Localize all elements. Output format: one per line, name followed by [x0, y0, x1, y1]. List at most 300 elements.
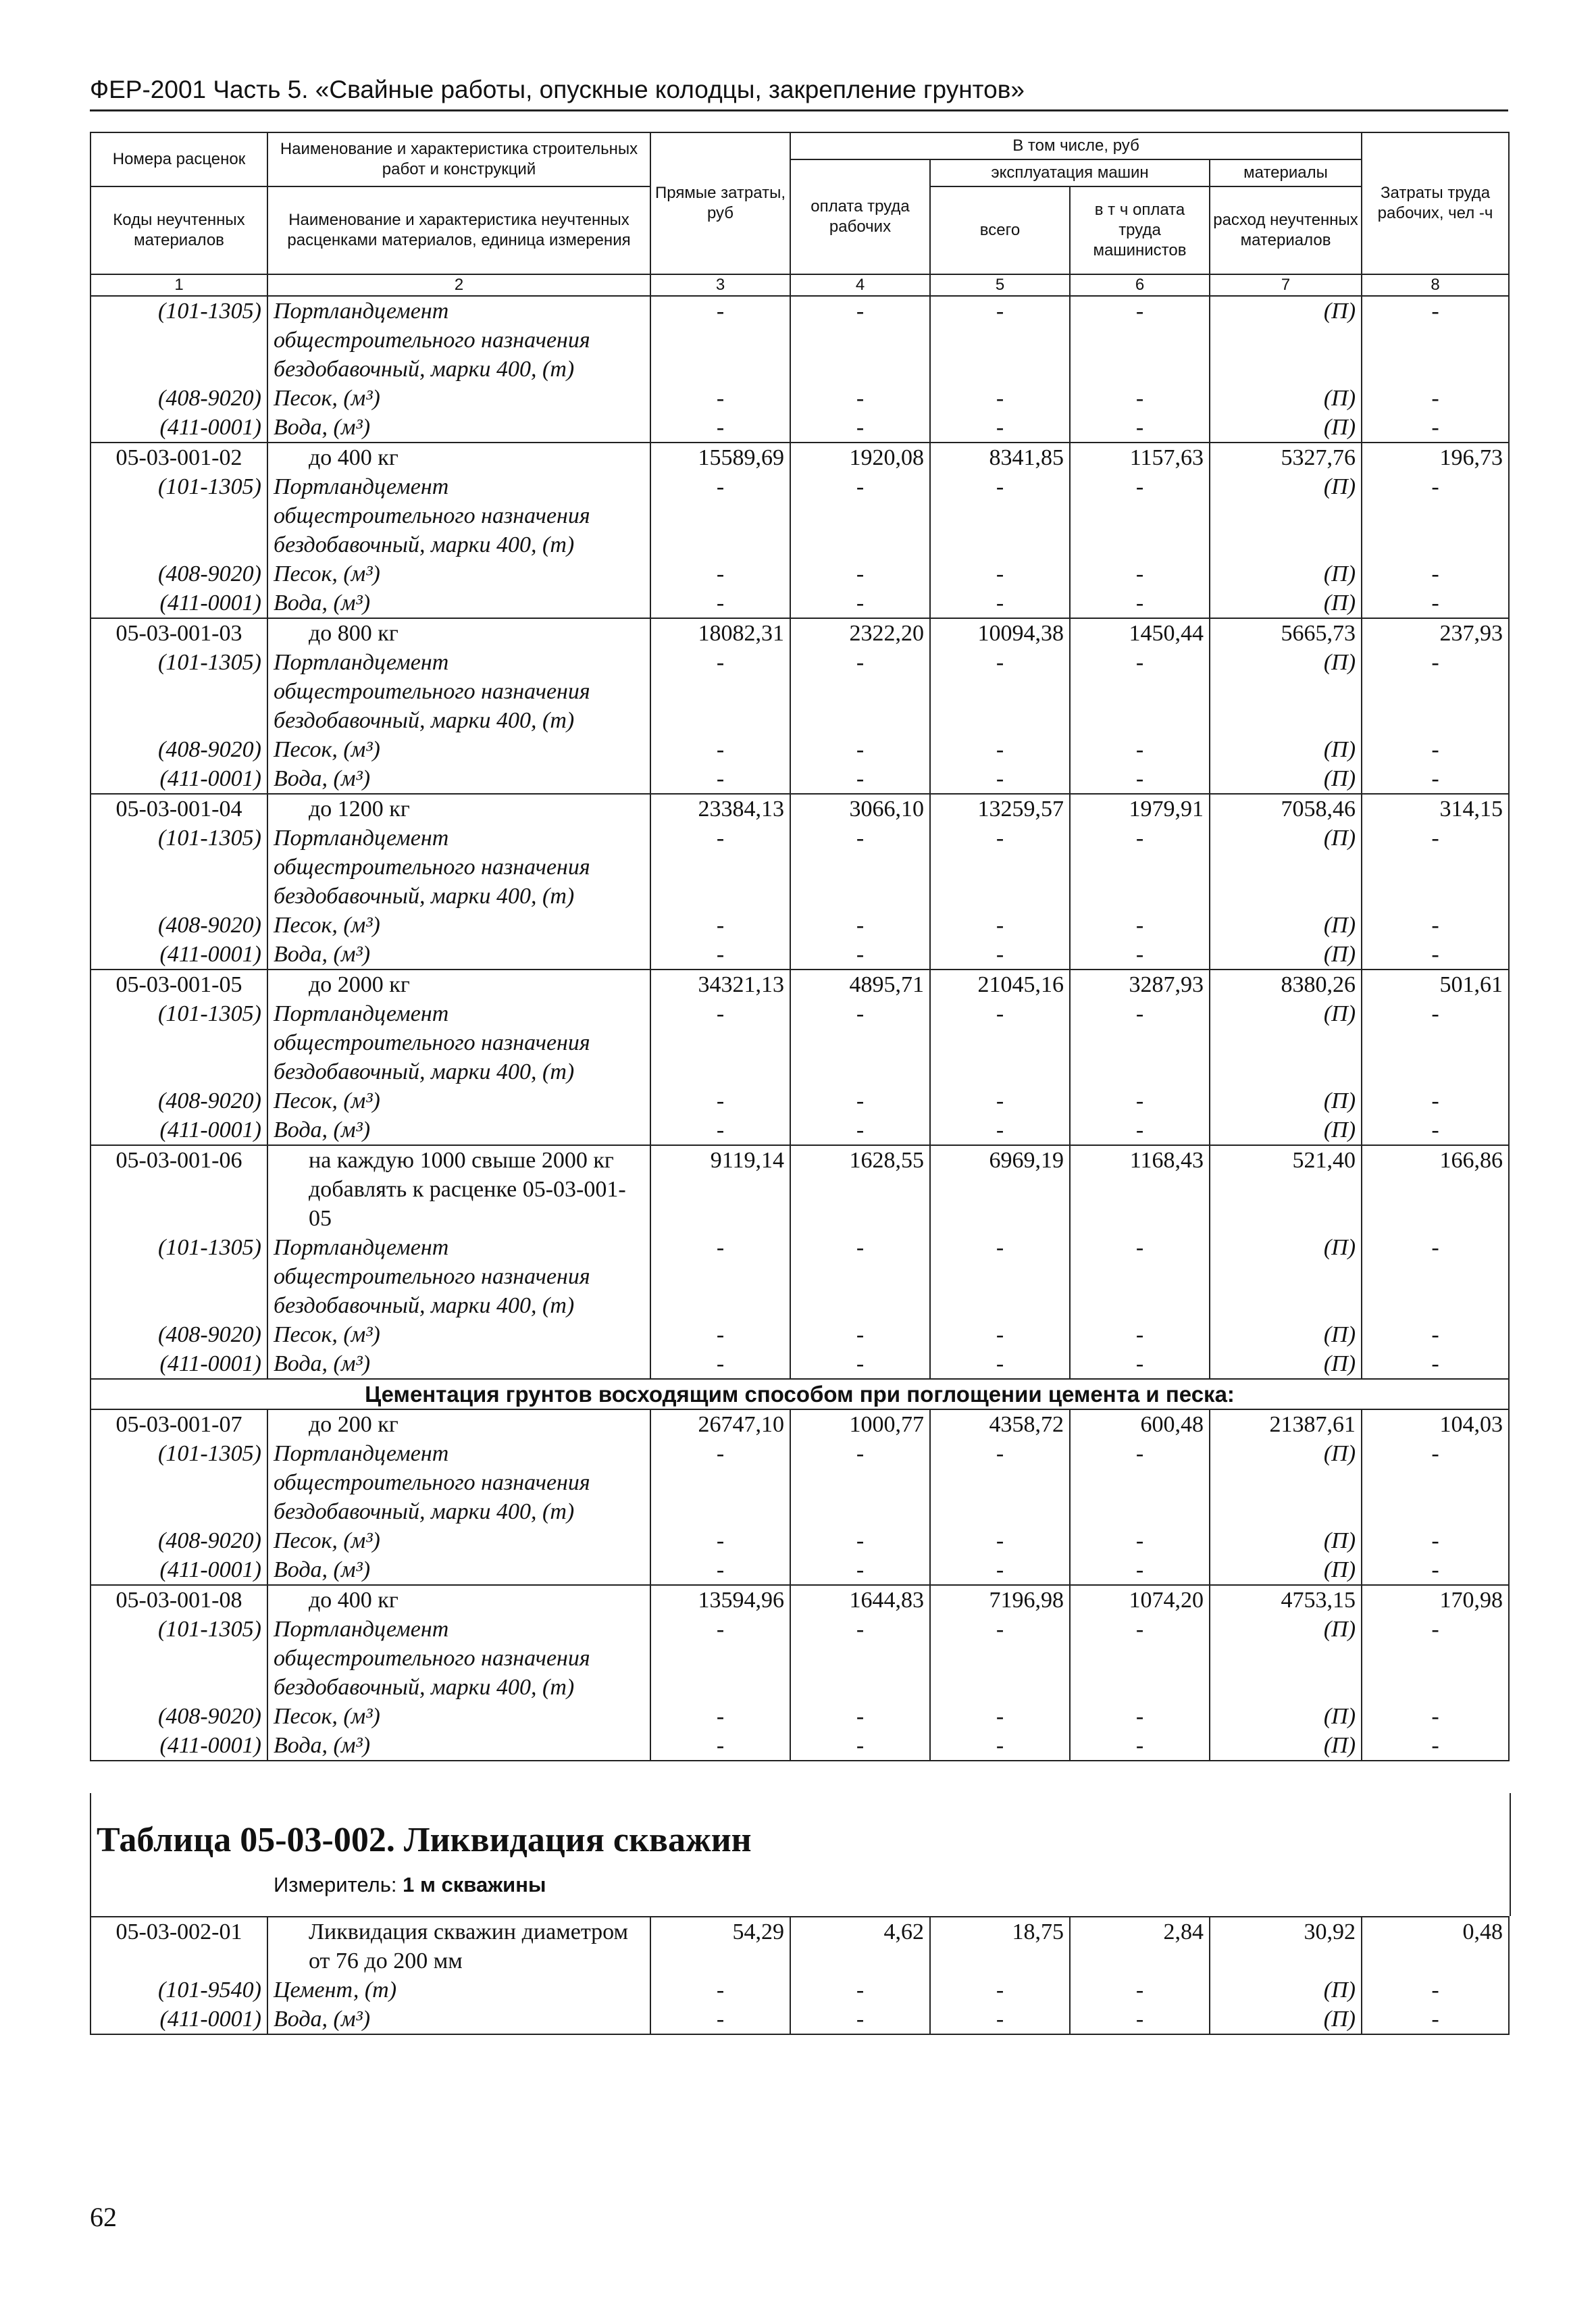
value-cell-c4: -	[790, 1976, 930, 2005]
rate-code: (101-1305)	[91, 648, 267, 735]
item-description: Портландцемент общестроительного назначения бездобавочный, марки 400, (т)	[267, 648, 650, 735]
value-cell-c6: 1979,91	[1070, 794, 1210, 824]
item-description: Вода, (м³)	[267, 764, 650, 794]
value-cell-c4: -	[790, 1526, 930, 1555]
value-cell-c6: 3287,93	[1070, 970, 1210, 999]
material-row	[91, 296, 1509, 384]
value-cell-c4: 1920,08	[790, 443, 930, 472]
table2-body	[91, 1917, 1509, 2034]
value-cell-c3: -	[650, 1976, 790, 2005]
rate-code: (408-9020)	[91, 1320, 267, 1349]
value-cell-c5: -	[930, 1115, 1070, 1145]
value-cell-c8: 196,73	[1362, 443, 1509, 472]
value-cell-c7: (П)	[1210, 648, 1362, 735]
unit-value: 1 м скважины	[403, 1873, 546, 1896]
value-cell-c8: -	[1362, 472, 1509, 559]
unit-label: Измеритель:	[274, 1873, 397, 1896]
value-cell-c7: (П)	[1210, 588, 1362, 618]
rate-code: 05-03-002-01	[91, 1917, 267, 1976]
rate-code: 05-03-001-08	[91, 1585, 267, 1615]
value-cell-c6: -	[1070, 824, 1210, 911]
value-cell-c7: (П)	[1210, 911, 1362, 940]
material-row	[91, 559, 1509, 588]
value-cell-c8: -	[1362, 1086, 1509, 1115]
item-description: Портландцемент общестроительного назначения бездобавочный, марки 400, (т)	[267, 1615, 650, 1702]
item-description: Вода, (м³)	[267, 1349, 650, 1379]
item-description: Цемент, (т)	[267, 1976, 650, 2005]
value-cell-c3: -	[650, 735, 790, 764]
column-number: 7	[1210, 274, 1362, 296]
header-materials: материалы	[1210, 159, 1362, 186]
value-cell-c6: -	[1070, 1349, 1210, 1379]
material-row	[91, 1976, 1509, 2005]
value-cell-c8: -	[1362, 2005, 1509, 2034]
value-cell-c5: 4358,72	[930, 1409, 1070, 1439]
value-cell-c7: 521,40	[1210, 1145, 1362, 1233]
value-cell-c3: -	[650, 384, 790, 413]
value-cell-c8: 0,48	[1362, 1917, 1509, 1976]
value-cell-c8: -	[1362, 1731, 1509, 1761]
material-row	[91, 1349, 1509, 1379]
value-cell-c6: -	[1070, 413, 1210, 443]
value-cell-c5: -	[930, 764, 1070, 794]
value-cell-c6: -	[1070, 940, 1210, 970]
value-cell-c3: -	[650, 1702, 790, 1731]
header-including: В том числе, руб	[790, 132, 1362, 159]
value-cell-c3: -	[650, 1555, 790, 1585]
rate-code: 05-03-001-03	[91, 618, 267, 648]
rate-code: (408-9020)	[91, 1702, 267, 1731]
value-cell-c6: -	[1070, 1976, 1210, 2005]
value-cell-c4: -	[790, 999, 930, 1086]
value-cell-c3: -	[650, 648, 790, 735]
value-cell-c8: -	[1362, 384, 1509, 413]
value-cell-c7: 4753,15	[1210, 1585, 1362, 1615]
item-description: Ликвидация скважин диаметром от 76 до 200 мм	[267, 1917, 650, 1976]
column-number: 6	[1070, 274, 1210, 296]
rate-row	[91, 1917, 1509, 1976]
value-cell-c4: -	[790, 1233, 930, 1320]
value-cell-c7: (П)	[1210, 1086, 1362, 1115]
value-cell-c6: 1450,44	[1070, 618, 1210, 648]
value-cell-c8: -	[1362, 1115, 1509, 1145]
value-cell-c3: -	[650, 1439, 790, 1526]
value-cell-c4: -	[790, 1702, 930, 1731]
value-cell-c4: 1628,55	[790, 1145, 930, 1233]
material-row	[91, 1731, 1509, 1761]
value-cell-c8: 170,98	[1362, 1585, 1509, 1615]
rate-code: (411-0001)	[91, 764, 267, 794]
value-cell-c6: -	[1070, 999, 1210, 1086]
value-cell-c8: -	[1362, 413, 1509, 443]
value-cell-c8: -	[1362, 824, 1509, 911]
value-cell-c8: -	[1362, 559, 1509, 588]
value-cell-c6: -	[1070, 735, 1210, 764]
value-cell-c4: -	[790, 911, 930, 940]
value-cell-c5: 8341,85	[930, 443, 1070, 472]
rate-code: (101-1305)	[91, 1439, 267, 1526]
value-cell-c3: -	[650, 1731, 790, 1761]
value-cell-c8: -	[1362, 735, 1509, 764]
rate-code: (411-0001)	[91, 413, 267, 443]
value-cell-c8: -	[1362, 764, 1509, 794]
value-cell-c7: (П)	[1210, 735, 1362, 764]
section-title: Цементация грунтов восходящим способом при поглощении цемента и песка:	[91, 1379, 1509, 1409]
value-cell-c4: -	[790, 1615, 930, 1702]
value-cell-c4: -	[790, 648, 930, 735]
header-machines-total: всего	[930, 186, 1070, 274]
value-cell-c7: (П)	[1210, 1731, 1362, 1761]
value-cell-c7: 5665,73	[1210, 618, 1362, 648]
rate-code: (101-1305)	[91, 999, 267, 1086]
value-cell-c8: -	[1362, 1615, 1509, 1702]
value-cell-c6: -	[1070, 1555, 1210, 1585]
value-cell-c4: -	[790, 384, 930, 413]
value-cell-c3: 54,29	[650, 1917, 790, 1976]
rate-row	[91, 794, 1509, 824]
value-cell-c3: -	[650, 999, 790, 1086]
value-cell-c5: -	[930, 648, 1070, 735]
value-cell-c6: -	[1070, 1526, 1210, 1555]
rate-code: (408-9020)	[91, 1526, 267, 1555]
value-cell-c6: -	[1070, 1320, 1210, 1349]
value-cell-c3: -	[650, 911, 790, 940]
column-number: 8	[1362, 274, 1509, 296]
value-cell-c8: 501,61	[1362, 970, 1509, 999]
value-cell-c8: -	[1362, 940, 1509, 970]
value-cell-c5: -	[930, 588, 1070, 618]
value-cell-c5: -	[930, 824, 1070, 911]
header-labor-costs: Затраты труда рабочих, чел -ч	[1362, 132, 1509, 274]
rate-code: 05-03-001-06	[91, 1145, 267, 1233]
value-cell-c5: 13259,57	[930, 794, 1070, 824]
value-cell-c6: -	[1070, 1731, 1210, 1761]
value-cell-c3: 15589,69	[650, 443, 790, 472]
value-cell-c5: -	[930, 413, 1070, 443]
material-row	[91, 2005, 1509, 2034]
value-cell-c7: (П)	[1210, 1526, 1362, 1555]
item-description: Вода, (м³)	[267, 413, 650, 443]
value-cell-c5: -	[930, 735, 1070, 764]
value-cell-c4: 3066,10	[790, 794, 930, 824]
item-description: до 400 кг	[267, 1585, 650, 1615]
value-cell-c5: -	[930, 384, 1070, 413]
value-cell-c6: -	[1070, 648, 1210, 735]
value-cell-c3: -	[650, 824, 790, 911]
well-liquidation-table	[90, 1916, 1510, 2035]
page-header: ФЕР-2001 Часть 5. «Свайные работы, опускные колодцы, закрепление грунтов»	[90, 76, 1508, 111]
column-number: 3	[650, 274, 790, 296]
column-number: 1	[91, 274, 267, 296]
value-cell-c7: (П)	[1210, 472, 1362, 559]
rate-row	[91, 618, 1509, 648]
material-row	[91, 588, 1509, 618]
value-cell-c5: -	[930, 999, 1070, 1086]
rate-code: (411-0001)	[91, 1349, 267, 1379]
value-cell-c3: -	[650, 764, 790, 794]
value-cell-c4: -	[790, 472, 930, 559]
value-cell-c6: 1157,63	[1070, 443, 1210, 472]
item-description: Вода, (м³)	[267, 1555, 650, 1585]
value-cell-c4: -	[790, 1320, 930, 1349]
item-description: Портландцемент общестроительного назначения бездобавочный, марки 400, (т)	[267, 296, 650, 384]
value-cell-c4: 2322,20	[790, 618, 930, 648]
value-cell-c4: -	[790, 1349, 930, 1379]
header-worker-pay: оплата труда рабочих	[790, 159, 930, 274]
table2-heading	[90, 1793, 1511, 1916]
rate-code: (411-0001)	[91, 1115, 267, 1145]
rate-code: (411-0001)	[91, 1555, 267, 1585]
value-cell-c3: -	[650, 559, 790, 588]
value-cell-c8: -	[1362, 911, 1509, 940]
value-cell-c3: 13594,96	[650, 1585, 790, 1615]
item-description: Песок, (м³)	[267, 384, 650, 413]
value-cell-c6: -	[1070, 472, 1210, 559]
value-cell-c7: (П)	[1210, 2005, 1362, 2034]
value-cell-c5: -	[930, 1320, 1070, 1349]
rate-row	[91, 1409, 1509, 1439]
item-description: Портландцемент общестроительного назначения бездобавочный, марки 400, (т)	[267, 472, 650, 559]
item-description: на каждую 1000 свыше 2000 кг добавлять к расценке 05-03-001-05	[267, 1145, 650, 1233]
value-cell-c3: -	[650, 1526, 790, 1555]
value-cell-c6: -	[1070, 1615, 1210, 1702]
value-cell-c3: 34321,13	[650, 970, 790, 999]
material-row	[91, 1615, 1509, 1702]
item-description: Портландцемент общестроительного назначения бездобавочный, марки 400, (т)	[267, 1233, 650, 1320]
rate-code: (411-0001)	[91, 2005, 267, 2034]
value-cell-c5: -	[930, 2005, 1070, 2034]
value-cell-c3: -	[650, 588, 790, 618]
material-row	[91, 1086, 1509, 1115]
value-cell-c6: -	[1070, 764, 1210, 794]
header-material-codes: Коды неучтенных материалов	[91, 186, 267, 274]
value-cell-c8: -	[1362, 999, 1509, 1086]
material-row	[91, 1233, 1509, 1320]
material-row	[91, 648, 1509, 735]
value-cell-c5: -	[930, 1086, 1070, 1115]
rate-code: (408-9020)	[91, 735, 267, 764]
material-row	[91, 384, 1509, 413]
rate-code: (101-1305)	[91, 472, 267, 559]
header-machinists-pay: в т ч оплата труда машинистов	[1070, 186, 1210, 274]
material-row	[91, 940, 1509, 970]
value-cell-c3: -	[650, 2005, 790, 2034]
value-cell-c3: 23384,13	[650, 794, 790, 824]
value-cell-c4: -	[790, 1115, 930, 1145]
value-cell-c6: -	[1070, 1115, 1210, 1145]
value-cell-c4: 1644,83	[790, 1585, 930, 1615]
value-cell-c7: 21387,61	[1210, 1409, 1362, 1439]
header-unaccounted-materials: расход неучтенных материалов	[1210, 186, 1362, 274]
rate-row	[91, 970, 1509, 999]
value-cell-c8: -	[1362, 1320, 1509, 1349]
item-description: Портландцемент общестроительного назначения бездобавочный, марки 400, (т)	[267, 1439, 650, 1526]
item-description: до 2000 кг	[267, 970, 650, 999]
rate-code: (101-1305)	[91, 1233, 267, 1320]
item-description: Портландцемент общестроительного назначения бездобавочный, марки 400, (т)	[267, 999, 650, 1086]
value-cell-c6: -	[1070, 1233, 1210, 1320]
value-cell-c7: (П)	[1210, 559, 1362, 588]
value-cell-c3: -	[650, 413, 790, 443]
page-number: 62	[90, 2202, 117, 2232]
value-cell-c3: -	[650, 472, 790, 559]
value-cell-c3: 18082,31	[650, 618, 790, 648]
item-description: Песок, (м³)	[267, 1320, 650, 1349]
value-cell-c7: (П)	[1210, 999, 1362, 1086]
value-cell-c6: 600,48	[1070, 1409, 1210, 1439]
rate-row	[91, 1585, 1509, 1615]
value-cell-c4: -	[790, 559, 930, 588]
material-row	[91, 824, 1509, 911]
value-cell-c7: (П)	[1210, 1115, 1362, 1145]
column-numbers-row	[91, 274, 1509, 296]
value-cell-c5: -	[930, 1526, 1070, 1555]
material-row	[91, 413, 1509, 443]
value-cell-c8: -	[1362, 296, 1509, 384]
rate-code: (101-1305)	[91, 824, 267, 911]
value-cell-c7: (П)	[1210, 1702, 1362, 1731]
table-body	[91, 296, 1509, 1761]
value-cell-c4: -	[790, 1086, 930, 1115]
value-cell-c5: -	[930, 1233, 1070, 1320]
value-cell-c8: 314,15	[1362, 794, 1509, 824]
value-cell-c4: -	[790, 940, 930, 970]
rate-code: 05-03-001-02	[91, 443, 267, 472]
item-description: Песок, (м³)	[267, 1526, 650, 1555]
rate-code: (411-0001)	[91, 588, 267, 618]
value-cell-c7: (П)	[1210, 1976, 1362, 2005]
material-row	[91, 911, 1509, 940]
column-number: 4	[790, 274, 930, 296]
value-cell-c7: (П)	[1210, 824, 1362, 911]
item-description: Вода, (м³)	[267, 588, 650, 618]
value-cell-c5: -	[930, 559, 1070, 588]
value-cell-c8: -	[1362, 588, 1509, 618]
value-cell-c5: 18,75	[930, 1917, 1070, 1976]
value-cell-c5: -	[930, 940, 1070, 970]
value-cell-c5: -	[930, 911, 1070, 940]
value-cell-c4: -	[790, 413, 930, 443]
rate-code: 05-03-001-04	[91, 794, 267, 824]
value-cell-c4: -	[790, 2005, 930, 2034]
value-cell-c4: 1000,77	[790, 1409, 930, 1439]
column-number: 2	[267, 274, 650, 296]
rate-code: (101-1305)	[91, 1615, 267, 1702]
value-cell-c4: 4895,71	[790, 970, 930, 999]
value-cell-c6: -	[1070, 588, 1210, 618]
value-cell-c8: -	[1362, 1702, 1509, 1731]
rate-code: (101-9540)	[91, 1976, 267, 2005]
header-machines: эксплуатация машин	[930, 159, 1210, 186]
value-cell-c6: 1074,20	[1070, 1585, 1210, 1615]
value-cell-c5: 7196,98	[930, 1585, 1070, 1615]
value-cell-c6: -	[1070, 2005, 1210, 2034]
rate-code: (411-0001)	[91, 940, 267, 970]
item-description: Песок, (м³)	[267, 1702, 650, 1731]
item-description: до 400 кг	[267, 443, 650, 472]
rate-row	[91, 443, 1509, 472]
table-header	[91, 132, 1509, 296]
value-cell-c7: 5327,76	[1210, 443, 1362, 472]
header-material-names: Наименование и характеристика неучтенных расценками материалов, единица измерения	[267, 186, 650, 274]
value-cell-c4: -	[790, 588, 930, 618]
item-description: Вода, (м³)	[267, 940, 650, 970]
value-cell-c7: (П)	[1210, 1439, 1362, 1526]
table2-unit	[274, 1873, 546, 1897]
value-cell-c5: -	[930, 1439, 1070, 1526]
value-cell-c5: 21045,16	[930, 970, 1070, 999]
rate-code: 05-03-001-05	[91, 970, 267, 999]
item-description: до 800 кг	[267, 618, 650, 648]
value-cell-c7: 30,92	[1210, 1917, 1362, 1976]
value-cell-c7: 8380,26	[1210, 970, 1362, 999]
item-description: до 200 кг	[267, 1409, 650, 1439]
item-description: Вода, (м³)	[267, 1731, 650, 1761]
rate-code: (101-1305)	[91, 296, 267, 384]
value-cell-c7: (П)	[1210, 1555, 1362, 1585]
value-cell-c7: (П)	[1210, 1615, 1362, 1702]
rate-code: 05-03-001-07	[91, 1409, 267, 1439]
item-description: Песок, (м³)	[267, 559, 650, 588]
value-cell-c7: (П)	[1210, 1233, 1362, 1320]
value-cell-c5: -	[930, 1555, 1070, 1585]
value-cell-c3: -	[650, 1320, 790, 1349]
value-cell-c4: -	[790, 1555, 930, 1585]
value-cell-c4: -	[790, 735, 930, 764]
value-cell-c4: -	[790, 1439, 930, 1526]
value-cell-c7: (П)	[1210, 940, 1362, 970]
material-row	[91, 764, 1509, 794]
value-cell-c8: -	[1362, 1555, 1509, 1585]
material-row	[91, 1439, 1509, 1526]
value-cell-c3: 26747,10	[650, 1409, 790, 1439]
header-direct-costs: Прямые затраты, руб	[650, 132, 790, 274]
value-cell-c6: 2,84	[1070, 1917, 1210, 1976]
value-cell-c3: -	[650, 1615, 790, 1702]
value-cell-c7: (П)	[1210, 384, 1362, 413]
value-cell-c4: -	[790, 764, 930, 794]
item-description: Песок, (м³)	[267, 1086, 650, 1115]
value-cell-c8: -	[1362, 1233, 1509, 1320]
material-row	[91, 735, 1509, 764]
value-cell-c3: -	[650, 1233, 790, 1320]
value-cell-c3: -	[650, 1349, 790, 1379]
item-description: Вода, (м³)	[267, 1115, 650, 1145]
value-cell-c5: 10094,38	[930, 618, 1070, 648]
rate-code: (408-9020)	[91, 1086, 267, 1115]
rate-code: (411-0001)	[91, 1731, 267, 1761]
rate-row	[91, 1145, 1509, 1233]
value-cell-c5: -	[930, 1702, 1070, 1731]
value-cell-c8: -	[1362, 1976, 1509, 2005]
value-cell-c6: -	[1070, 911, 1210, 940]
value-cell-c5: -	[930, 1349, 1070, 1379]
value-cell-c6: -	[1070, 1086, 1210, 1115]
value-cell-c3: -	[650, 940, 790, 970]
value-cell-c6: -	[1070, 296, 1210, 384]
value-cell-c6: 1168,43	[1070, 1145, 1210, 1233]
item-description: Песок, (м³)	[267, 911, 650, 940]
value-cell-c5: 6969,19	[930, 1145, 1070, 1233]
value-cell-c5: -	[930, 296, 1070, 384]
header-work-name: Наименование и характеристика строительных работ и конструкций	[267, 132, 650, 186]
material-row	[91, 1320, 1509, 1349]
value-cell-c8: -	[1362, 648, 1509, 735]
rate-code: (408-9020)	[91, 559, 267, 588]
value-cell-c8: -	[1362, 1439, 1509, 1526]
value-cell-c6: -	[1070, 384, 1210, 413]
value-cell-c5: -	[930, 1731, 1070, 1761]
